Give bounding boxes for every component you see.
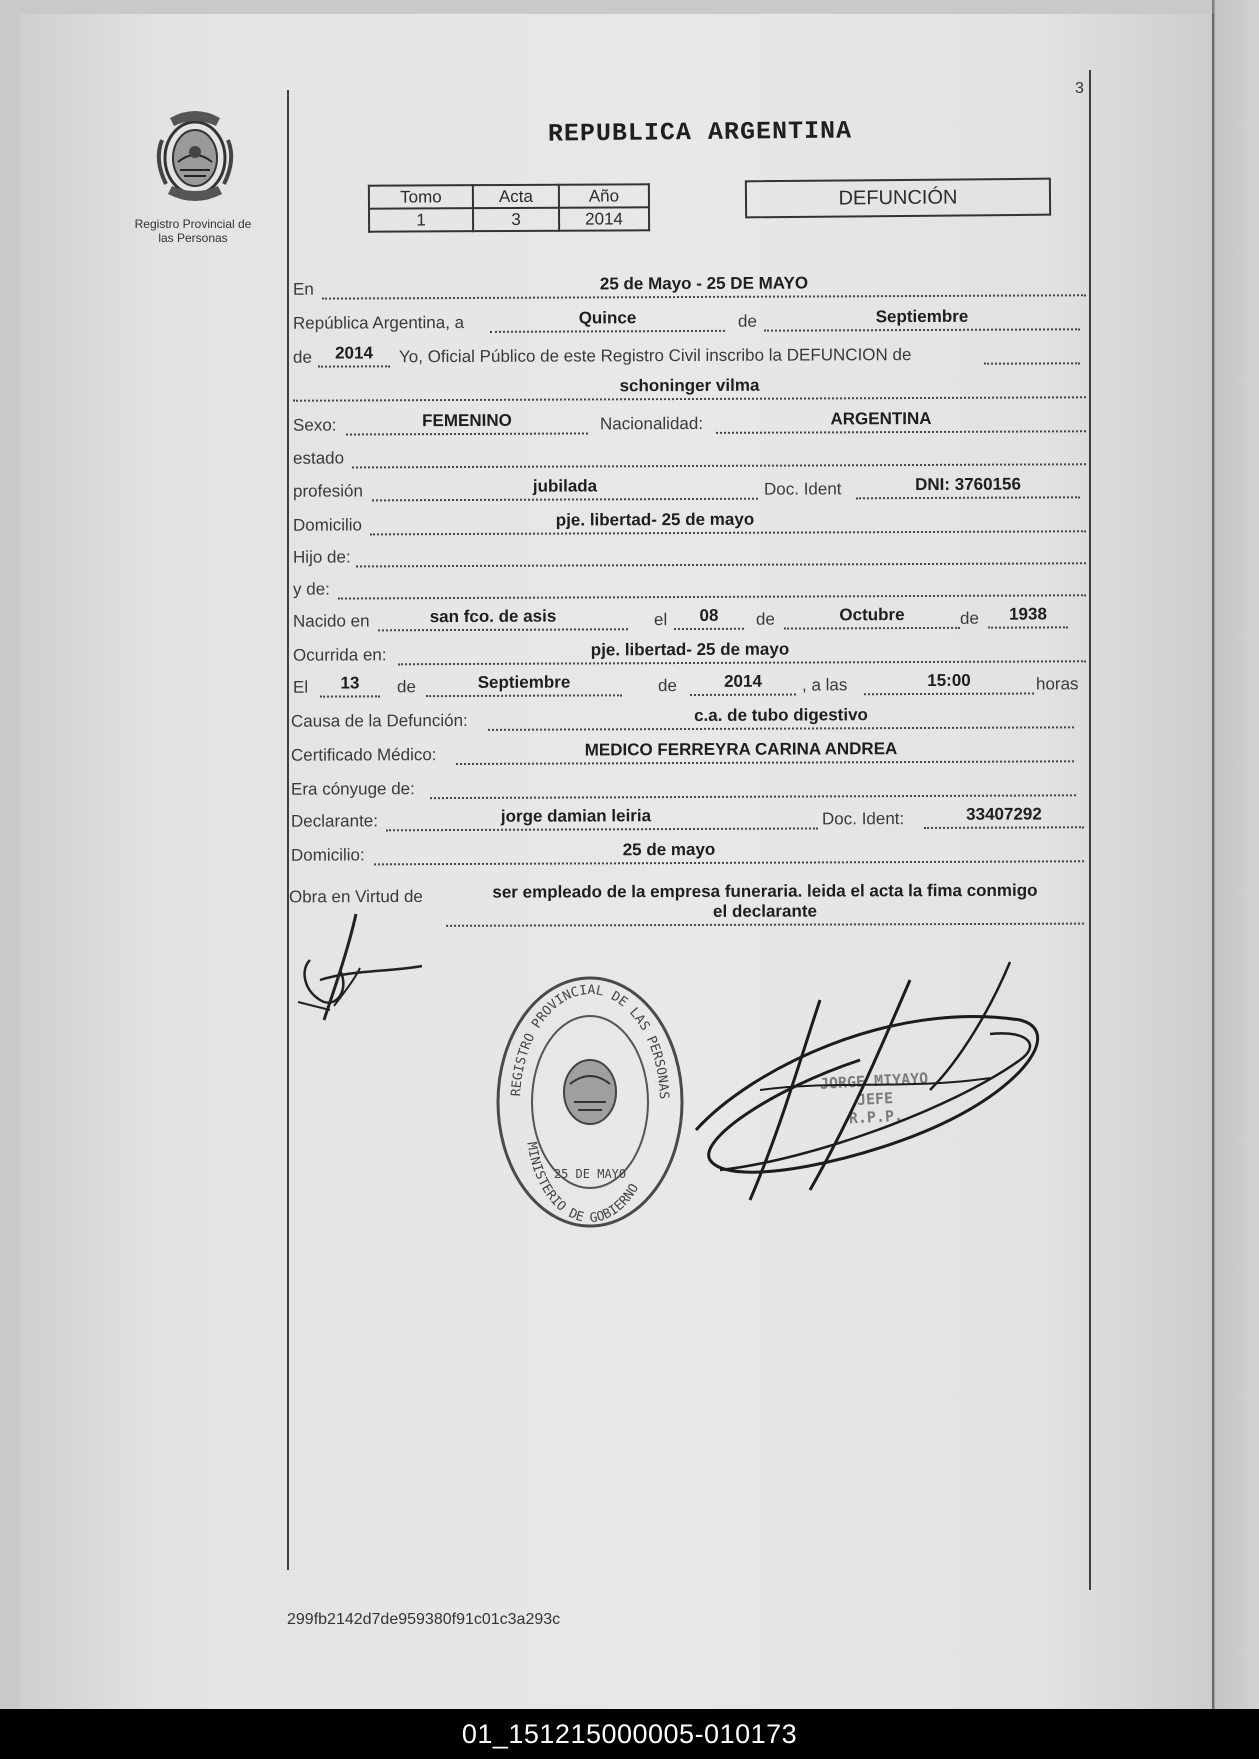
blank-yde [338,594,1086,599]
label-domicilio2: Domicilio: [290,845,365,865]
row-yde [290,572,1090,601]
blank-certificado [456,760,1074,765]
label-el: el [653,610,668,630]
value-day-words: Quince [578,308,637,328]
value-causa: c.a. de tubo digestivo [694,705,868,725]
blank-domicilio [370,530,1086,535]
value-birth-year: 1938 [1009,604,1047,624]
row-ocurrida [290,638,1090,667]
blank-death-month [426,694,622,697]
label-de-year2: de [959,608,979,628]
blank-birth-day [674,628,744,630]
provincial-seal-icon [140,100,250,210]
scan-id-band [0,1709,1259,1759]
label-causa: Causa de la Defunción: [290,710,468,731]
blank-birth-month [784,627,960,630]
header-tomo: Tomo [369,185,473,209]
value-death-day: 13 [340,673,360,693]
label-republica: República Argentina, a [292,312,465,333]
value-doc-declarante: 33407292 [966,804,1042,824]
label-de-month: de [755,609,775,629]
blank-year [318,365,390,367]
value-doc-ident: DNI: 3760156 [915,474,1021,495]
value-death-year: 2014 [724,671,762,691]
label-profesion: profesión [292,481,363,501]
officer-stamp-title: JEFE [856,1089,894,1109]
value-year: 2014 [335,343,373,363]
blank-domicilio2 [374,860,1084,865]
value-obra-line1: ser empleado de la empresa funeraria. leida el acta la fima conmigo [492,880,1038,902]
row-hijo [290,540,1090,569]
label-de-year: de [292,347,312,367]
value-ocurrida: pje. libertad- 25 de mayo [590,639,790,660]
officer-stamp-office: R.P.P. [848,1106,904,1128]
label-doc-ident: Doc. Ident [763,479,842,499]
value-declarante: jorge damian leiria [500,806,652,826]
record-type-box: DEFUNCIÓN [745,178,1051,219]
officer-stamp-name: JORGE MIYAYO [819,1069,929,1093]
row-profesion [290,474,1090,503]
blank-hijo [356,562,1086,567]
svg-text:MINISTERIO DE GOBIERNO [523,1141,642,1226]
registry-caption-line2: las Personas [158,231,228,245]
record-table-value-row [369,207,649,231]
label-inscription: Yo, Oficial Público de este Registro Civil inscribo la DEFUNCION de [398,345,912,367]
stamp-emblem-icon [564,1060,616,1124]
value-month: Septiembre [875,306,969,327]
header-acta: Acta [473,185,559,208]
label-declarante: Declarante: [290,811,378,831]
blank-nacionalidad [716,430,1086,434]
value-ano: 2014 [559,207,649,230]
value-domicilio: pje. libertad- 25 de mayo [555,509,755,530]
value-tomo: 1 [369,208,473,232]
row-fecha [290,670,1090,699]
label-en: En [292,279,314,299]
label-certificado: Certificado Médico: [290,745,437,765]
blank-death-day [320,695,380,697]
stamp-bottom-text: MINISTERIO DE GOBIERNO [523,1140,643,1227]
value-birth-month: Octubre [839,605,905,625]
blank-causa [488,726,1074,731]
blank-birth-year [988,626,1068,628]
row-sexo [290,408,1090,437]
blank-conyuge [430,794,1076,799]
value-birthplace: san fco. de asis [429,606,557,627]
value-profesion: jubilada [532,476,598,496]
value-time: 15:00 [927,670,971,690]
officer-signature [690,960,1060,1210]
value-nacionalidad: ARGENTINA [830,408,932,429]
label-conyuge: Era cónyuge de: [290,779,415,799]
stamp-inner-text: 25 DE MAYO [553,1167,627,1181]
label-ocurrida: Ocurrida en: [292,645,387,665]
blank-doc-declarante [924,826,1084,829]
scan-id: 01_151215000005-010173 [461,1718,798,1749]
row-certificado [288,738,1088,767]
row-causa [288,704,1088,733]
blank-day [490,330,725,333]
label-nacido: Nacido en [292,611,370,631]
label-de-death-month: de [396,677,416,697]
header-ano: Año [559,184,649,207]
row-name [290,374,1090,403]
label-el-date: El [292,677,309,697]
row-conyuge [288,772,1088,801]
label-nacionalidad: Nacionalidad: [599,413,704,434]
label-yde: y de: [292,579,330,599]
value-deceased-name: schoninger vilma [619,375,760,396]
document-hash: 299fb2142d7de959380f91c01c3a293c [287,1611,561,1628]
value-birth-day: 08 [699,605,719,625]
registry-stamp [490,972,690,1232]
value-sexo: FEMENINO [422,410,512,431]
page-number: 3 [1075,80,1084,97]
page-edge-line [1212,14,1214,1709]
label-sexo: Sexo: [292,415,337,435]
label-de: de [737,311,757,331]
row-republica [290,306,1090,335]
value-obra-line2: el declarante [713,901,818,921]
label-de-death-year: de [657,676,677,696]
stamp-ring-text: REGISTRO PROVINCIAL DE LAS PERSONAS [509,982,672,1100]
value-en: 25 de Mayo - 25 DE MAYO [599,273,809,294]
label-obra: Obra en Virtud de [288,886,423,907]
record-table [368,183,650,232]
blank-time [864,692,1034,695]
row-domicilio2 [288,838,1088,867]
label-estado: estado [292,448,345,468]
label-horas: horas [1035,674,1079,694]
label-a-las: , a las [801,675,848,695]
registry-caption [118,217,268,245]
row-domicilio [290,508,1090,537]
blank-inscription [984,362,1080,364]
adjacent-page-edge [1212,0,1259,1709]
blank-sexo [346,432,588,435]
blank-doc-ident [856,496,1080,499]
blank-declarante [386,827,818,831]
label-domicilio: Domicilio [292,515,363,535]
value-certificado: MEDICO FERREYRA CARINA ANDREA [584,739,898,760]
declarant-signature [290,910,440,1030]
blank-birthplace [378,628,628,631]
document-title: REPUBLICA ARGENTINA [547,116,853,149]
row-declarante [288,804,1088,833]
row-nacido [290,604,1090,633]
value-domicilio2: 25 de mayo [622,839,716,860]
row-year [290,340,1090,369]
value-acta: 3 [473,208,559,231]
registry-caption-line1: Registro Provincial de [134,217,252,231]
blank-ocurrida [398,660,1086,665]
blank-death-year [690,694,796,696]
blank-profesion [372,498,758,502]
value-death-month: Septiembre [477,672,571,692]
blank-obra [446,923,1084,927]
label-doc-ident-declarante: Doc. Ident: [821,809,905,829]
label-hijo: Hijo de: [292,547,351,567]
record-table-header-row [369,184,649,208]
row-en [290,272,1090,301]
blank-estado [352,463,1086,468]
row-estado [290,441,1090,470]
blank-month [764,328,1080,331]
